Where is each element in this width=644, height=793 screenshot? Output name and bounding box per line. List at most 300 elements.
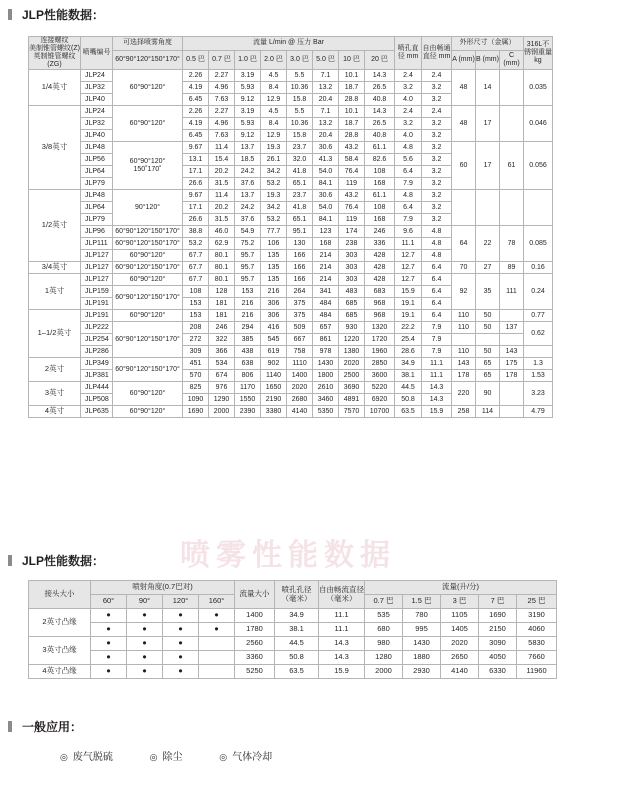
flow-cell: 26.5 (365, 82, 395, 94)
section-1-title: JLP性能数据： (0, 6, 644, 23)
flow-cell: 4050 (479, 651, 517, 665)
flow-cell: 53.2 (183, 238, 209, 250)
free-cell: 15.9 (422, 406, 452, 418)
free-cell: 11.1 (422, 358, 452, 370)
application-item-1: ◎ 废气脱硫 (60, 748, 113, 763)
flow-cell: 1220 (339, 334, 365, 346)
flow-cell: 1430 (403, 637, 441, 651)
flow-cell: 26.1 (261, 154, 287, 166)
angle-dot-empty (199, 637, 235, 651)
dim-c-cell: 175 (500, 358, 524, 370)
dim-c-cell (500, 334, 524, 346)
flow-cell: 306 (261, 298, 287, 310)
angle-cell: 60°90°120° (113, 106, 183, 142)
flow-cell: 10.1 (339, 106, 365, 118)
flow-cell: 1170 (235, 382, 261, 394)
flow-cell: 130 (287, 238, 313, 250)
flow-cell: 166 (287, 262, 313, 274)
flow-cell: 168 (313, 238, 339, 250)
flow-cell: 28.8 (339, 94, 365, 106)
flow-cell: 428 (365, 250, 395, 262)
flow-cell: 14.3 (365, 106, 395, 118)
flow-cell: 780 (403, 609, 441, 623)
dim-c-cell (500, 406, 524, 418)
flow-cell: 43.2 (339, 190, 365, 202)
flow-cell: 680 (365, 623, 403, 637)
orifice-cell: 12.7 (395, 250, 422, 262)
flow-cell: 4891 (339, 394, 365, 406)
flow-cell: 4060 (517, 623, 557, 637)
header-orifice-2: 喷孔孔径（毫米） (275, 581, 319, 609)
flow-cell: 153 (183, 310, 209, 322)
orifice-cell: 4.0 (395, 94, 422, 106)
flow-cell: 1320 (365, 322, 395, 334)
applications-list (60, 748, 620, 763)
flow-cell: 24.2 (235, 166, 261, 178)
flow-size-cell: 5250 (235, 665, 275, 679)
dim-b-cell: 17 (476, 106, 500, 142)
flow-cell: 67.7 (183, 274, 209, 286)
angle-cell: 90°120° (113, 190, 183, 226)
flow-cell: 216 (261, 286, 287, 298)
dim-a-cell: 70 (452, 262, 476, 274)
flow-size-cell: 2560 (235, 637, 275, 651)
dim-c-cell: 89 (500, 262, 524, 274)
flow-cell: 375 (287, 310, 313, 322)
dim-b-cell: 27 (476, 262, 500, 274)
free-cell: 2.4 (422, 106, 452, 118)
flow-cell: 7.1 (313, 70, 339, 82)
flow-cell: 535 (365, 609, 403, 623)
free-cell: 6.4 (422, 262, 452, 274)
dim-c-cell (500, 382, 524, 406)
flow-cell: 7.1 (313, 106, 339, 118)
flow-cell: 264 (287, 286, 313, 298)
flow-cell: 484 (313, 310, 339, 322)
flow-cell: 5220 (365, 382, 395, 394)
free-cell: 14.3 (319, 637, 365, 651)
angle-cell: 60°90°120°150°170° (113, 322, 183, 358)
section-2-title: JLP性能数据： (0, 552, 644, 569)
flow-cell: 40.8 (365, 130, 395, 142)
dim-a-cell (452, 190, 476, 226)
flow-cell: 181 (209, 298, 235, 310)
performance-table-2 (28, 580, 557, 679)
flow-cell: 375 (287, 298, 313, 310)
flow-cell: 438 (235, 346, 261, 358)
flow-cell: 10700 (365, 406, 395, 418)
flow-cell: 545 (261, 334, 287, 346)
flow-cell: 77.7 (261, 226, 287, 238)
table-row (29, 346, 553, 358)
orifice-cell: 6.4 (395, 202, 422, 214)
flow-cell: 4.5 (261, 70, 287, 82)
orifice-cell: 7.9 (395, 178, 422, 190)
table-row (29, 651, 557, 665)
flow-cell: 67.7 (183, 250, 209, 262)
flow-cell: 294 (235, 322, 261, 334)
orifice-cell: 44.5 (275, 637, 319, 651)
flow-cell: 2.27 (209, 70, 235, 82)
orifice-cell: 12.7 (395, 274, 422, 286)
angle-dot: ● (91, 665, 127, 679)
dim-c-cell (500, 70, 524, 106)
flow-cell: 4140 (441, 665, 479, 679)
flow-cell: 306 (261, 310, 287, 322)
orifice-cell: 50.8 (395, 394, 422, 406)
orifice-cell: 12.7 (395, 262, 422, 274)
table-row (29, 142, 553, 154)
application-item-2: ◎ 除尘 (150, 748, 183, 763)
orifice-cell: 4.8 (395, 190, 422, 202)
dim-a-cell: 143 (452, 358, 476, 370)
flow-cell: 8.4 (261, 82, 287, 94)
flow-cell: 2.27 (209, 106, 235, 118)
dim-b-cell: 14 (476, 70, 500, 106)
flow-cell: 2500 (339, 370, 365, 382)
dim-a-cell: 110 (452, 310, 476, 322)
flow-cell: 385 (235, 334, 261, 346)
header-nozzle-no: 喷嘴编号 (81, 37, 113, 70)
flow-cell: 861 (313, 334, 339, 346)
flow-cell: 2020 (339, 358, 365, 370)
header-spray-angle-values: 60°90°120°150°170° (113, 50, 183, 70)
header-free-2: 自由畅流直径（毫米） (319, 581, 365, 609)
angle-cell: 60°90°120° (113, 274, 183, 286)
header-joint-size: 接头大小 (29, 581, 91, 609)
flow-size-cell: 3360 (235, 651, 275, 665)
flow-cell: 166 (287, 250, 313, 262)
table-row (29, 609, 557, 623)
flow-cell: 8.4 (261, 118, 287, 130)
flow-cell: 12.9 (261, 130, 287, 142)
flow-cell: 11960 (517, 665, 557, 679)
weight-cell: 0.035 (524, 70, 553, 106)
orifice-cell: 7.9 (395, 214, 422, 226)
flow-cell: 174 (339, 226, 365, 238)
header-p-4: 3.0 巴 (287, 50, 313, 70)
header-p2-3: 7 巴 (479, 595, 517, 609)
table-row (29, 274, 553, 286)
flow-cell: 1650 (261, 382, 287, 394)
flow-cell: 11.4 (209, 190, 235, 202)
dim-a-cell: 178 (452, 370, 476, 382)
size-cell: 1/2英寸 (29, 190, 81, 262)
dim-a-cell: 110 (452, 346, 476, 358)
free-cell: 7.9 (422, 334, 452, 346)
flow-cell: 3460 (313, 394, 339, 406)
flow-cell: 1880 (403, 651, 441, 665)
flow-cell: 3090 (479, 637, 517, 651)
header-p2-4: 25 巴 (517, 595, 557, 609)
angle-cell: 60°90°120°150°170° (113, 286, 183, 310)
flow-cell: 9.12 (235, 94, 261, 106)
flow-cell: 168 (365, 178, 395, 190)
flow-cell: 484 (313, 298, 339, 310)
flow-cell: 38.8 (183, 226, 209, 238)
size-cell: 1英寸 (29, 274, 81, 310)
model-cell: JLP349 (81, 358, 113, 370)
weight-cell: 0.16 (524, 262, 553, 274)
flow-cell: 108 (365, 202, 395, 214)
flow-cell: 685 (339, 310, 365, 322)
flow-cell: 4140 (287, 406, 313, 418)
flow-cell: 7.63 (209, 130, 235, 142)
flow-cell: 41.3 (313, 154, 339, 166)
dim-b-cell: 17 (476, 142, 500, 190)
flow-cell: 18.5 (235, 154, 261, 166)
free-cell: 6.4 (422, 310, 452, 322)
flow-cell: 7660 (517, 651, 557, 665)
angle-cell: 60°90°120° (113, 70, 183, 106)
angle-dot: ● (127, 609, 163, 623)
flow-cell: 9.67 (183, 190, 209, 202)
flow-cell: 1690 (183, 406, 209, 418)
flow-cell: 95.7 (235, 250, 261, 262)
flow-cell: 2020 (287, 382, 313, 394)
header-flow-2: 流量(升/分) (365, 581, 557, 595)
flow-cell: 54.0 (313, 166, 339, 178)
flow-size-cell: 1400 (235, 609, 275, 623)
header-p-3: 2.0 巴 (261, 50, 287, 70)
flow-cell: 23.7 (287, 190, 313, 202)
dim-b-cell: 35 (476, 274, 500, 310)
free-cell: 14.3 (319, 651, 365, 665)
model-cell: JLP64 (81, 202, 113, 214)
flow-cell: 19.3 (261, 190, 287, 202)
flow-cell: 19.3 (261, 142, 287, 154)
model-cell: JLP191 (81, 298, 113, 310)
weight-cell: 0.046 (524, 106, 553, 142)
flow-cell: 13.2 (313, 82, 339, 94)
dim-a-cell: 60 (452, 142, 476, 190)
flow-cell: 30.6 (313, 190, 339, 202)
flow-cell: 24.2 (235, 202, 261, 214)
flow-cell: 6330 (479, 665, 517, 679)
dim-a-cell: 64 (452, 226, 476, 262)
section-3-title-wrap (0, 718, 644, 735)
flow-cell: 1430 (313, 358, 339, 370)
size-cell: 1–1/2英寸 (29, 310, 81, 358)
flow-cell: 9.67 (183, 142, 209, 154)
model-cell: JLP24 (81, 70, 113, 82)
performance-table-2-wrap (28, 580, 557, 679)
flow-cell: 428 (365, 262, 395, 274)
flow-cell: 980 (365, 637, 403, 651)
header-p2-1: 1.5 巴 (403, 595, 441, 609)
flow-cell: 5.5 (287, 106, 313, 118)
angle-dot: ● (163, 623, 199, 637)
angle-cell: 60°90°120° (113, 382, 183, 406)
dim-a-cell: 220 (452, 382, 476, 406)
free-cell: 3.2 (422, 202, 452, 214)
flow-cell: 1405 (441, 623, 479, 637)
dim-c-cell: 61 (500, 142, 524, 190)
angle-dot: ● (127, 623, 163, 637)
flow-cell: 13.7 (235, 142, 261, 154)
free-cell: 11.1 (422, 370, 452, 382)
header-dims: 外形尺寸（金属） (452, 37, 524, 51)
dim-c-cell (500, 190, 524, 226)
dim-b-cell: 50 (476, 310, 500, 322)
flow-cell: 1105 (441, 609, 479, 623)
dim-a-cell: 48 (452, 106, 476, 142)
angle-dot: ● (199, 609, 235, 623)
flow-cell: 685 (339, 298, 365, 310)
flow-cell: 18.7 (339, 82, 365, 94)
model-cell: JLP48 (81, 142, 113, 154)
free-cell: 3.2 (422, 142, 452, 154)
free-cell: 6.4 (422, 274, 452, 286)
model-cell: JLP48 (81, 190, 113, 202)
header-weight: 316L不锈钢重量 kg (524, 37, 553, 70)
dim-b-cell: 90 (476, 382, 500, 406)
angle-dot-empty (199, 651, 235, 665)
orifice-cell: 3.2 (395, 82, 422, 94)
flow-cell: 216 (235, 310, 261, 322)
free-cell: 2.4 (422, 70, 452, 82)
header-dim-a: A (mm) (452, 50, 476, 70)
dim-b-cell: 114 (476, 406, 500, 418)
flow-cell: 95.7 (235, 262, 261, 274)
size-cell: 3/4英寸 (29, 262, 81, 274)
model-cell: JLP508 (81, 394, 113, 406)
table-row (29, 106, 553, 118)
angle-cell: 60°90°120°150°170° (113, 262, 183, 274)
model-cell: JLP32 (81, 82, 113, 94)
size-cell: 3/8英寸 (29, 106, 81, 190)
dim-a-cell: 110 (452, 322, 476, 334)
flow-cell: 1400 (287, 370, 313, 382)
flow-cell: 2610 (313, 382, 339, 394)
flow-cell: 84.1 (313, 178, 339, 190)
free-cell: 7.9 (422, 346, 452, 358)
weight-cell (524, 190, 553, 226)
flow-cell: 303 (339, 262, 365, 274)
flow-cell: 153 (183, 298, 209, 310)
dim-a-cell: 92 (452, 274, 476, 310)
flow-cell: 168 (365, 214, 395, 226)
angle-dot: ● (163, 665, 199, 679)
model-cell: JLP191 (81, 310, 113, 322)
application-item-3: ◎ 气体冷却 (219, 748, 272, 763)
flow-cell: 26.6 (183, 178, 209, 190)
flow-cell: 26.6 (183, 214, 209, 226)
flow-cell: 7570 (339, 406, 365, 418)
dim-a-cell (452, 334, 476, 346)
flow-cell: 2000 (365, 665, 403, 679)
flow-cell: 246 (365, 226, 395, 238)
orifice-cell: 19.1 (395, 298, 422, 310)
flow-cell: 5.93 (235, 82, 261, 94)
flow-cell: 62.9 (209, 238, 235, 250)
flow-cell: 1090 (183, 394, 209, 406)
flow-cell: 758 (287, 346, 313, 358)
flow-cell: 80.1 (209, 250, 235, 262)
dim-b-cell: 50 (476, 346, 500, 358)
flow-cell: 135 (261, 250, 287, 262)
dim-b-cell: 50 (476, 322, 500, 334)
model-cell: JLP79 (81, 178, 113, 190)
flow-cell: 108 (365, 166, 395, 178)
weight-cell (524, 346, 553, 358)
flow-cell: 4.19 (183, 118, 209, 130)
weight-cell: 0.24 (524, 274, 553, 310)
weight-cell: 1.53 (524, 370, 553, 382)
flow-cell: 76.4 (339, 166, 365, 178)
size-cell: 4英寸 (29, 406, 81, 418)
flow-cell: 20.4 (313, 130, 339, 142)
weight-cell: 0.085 (524, 226, 553, 262)
flow-cell: 428 (365, 274, 395, 286)
flow-cell: 123 (313, 226, 339, 238)
model-cell: JLP222 (81, 322, 113, 334)
free-cell: 3.2 (422, 178, 452, 190)
flow-cell: 3190 (517, 609, 557, 623)
free-cell: 4.8 (422, 238, 452, 250)
flow-cell: 509 (287, 322, 313, 334)
flow-cell: 995 (403, 623, 441, 637)
flow-cell: 34.2 (261, 202, 287, 214)
table-row (29, 262, 553, 274)
angle-dot: ● (91, 637, 127, 651)
orifice-cell: 19.1 (395, 310, 422, 322)
flow-cell: 46.0 (209, 226, 235, 238)
orifice-cell: 5.6 (395, 154, 422, 166)
size-cell: 2英寸 (29, 358, 81, 382)
flow-cell: 2650 (441, 651, 479, 665)
angle-cell: 60°90°120° (113, 250, 183, 262)
header-p-5: 5.0 巴 (313, 50, 339, 70)
dim-c-cell: 178 (500, 370, 524, 382)
free-cell: 6.4 (422, 298, 452, 310)
flow-cell: 108 (183, 286, 209, 298)
model-cell: JLP64 (81, 166, 113, 178)
orifice-cell: 2.4 (395, 106, 422, 118)
table-row (29, 310, 553, 322)
angle-dot: ● (163, 637, 199, 651)
free-cell: 3.2 (422, 130, 452, 142)
size-cell: 1/4英寸 (29, 70, 81, 106)
flow-cell: 67.7 (183, 262, 209, 274)
flow-cell: 336 (365, 238, 395, 250)
header-p-7: 20 巴 (365, 50, 395, 70)
header-p-0: 0.5 巴 (183, 50, 209, 70)
orifice-cell: 11.1 (395, 238, 422, 250)
model-cell: JLP635 (81, 406, 113, 418)
angle-dot: ● (91, 609, 127, 623)
table-row (29, 226, 553, 238)
free-cell: 3.2 (422, 82, 452, 94)
header-p-6: 10 巴 (339, 50, 365, 70)
angle-dot: ● (91, 651, 127, 665)
flow-cell: 15.8 (287, 130, 313, 142)
flow-cell: 11.4 (209, 142, 235, 154)
flow-cell: 20.4 (313, 94, 339, 106)
flow-cell: 13.7 (235, 190, 261, 202)
orifice-cell: 22.2 (395, 322, 422, 334)
dim-a-cell: 48 (452, 70, 476, 106)
flow-cell: 570 (183, 370, 209, 382)
section-2-title-wrap (0, 552, 644, 569)
dim-b-cell (476, 190, 500, 226)
section-3-title: 一般应用： (0, 718, 644, 735)
angle-dot: ● (127, 665, 163, 679)
free-cell: 3.2 (422, 94, 452, 106)
dim-b-cell: 65 (476, 358, 500, 370)
flow-cell: 76.4 (339, 202, 365, 214)
weight-cell: 3.23 (524, 382, 553, 406)
